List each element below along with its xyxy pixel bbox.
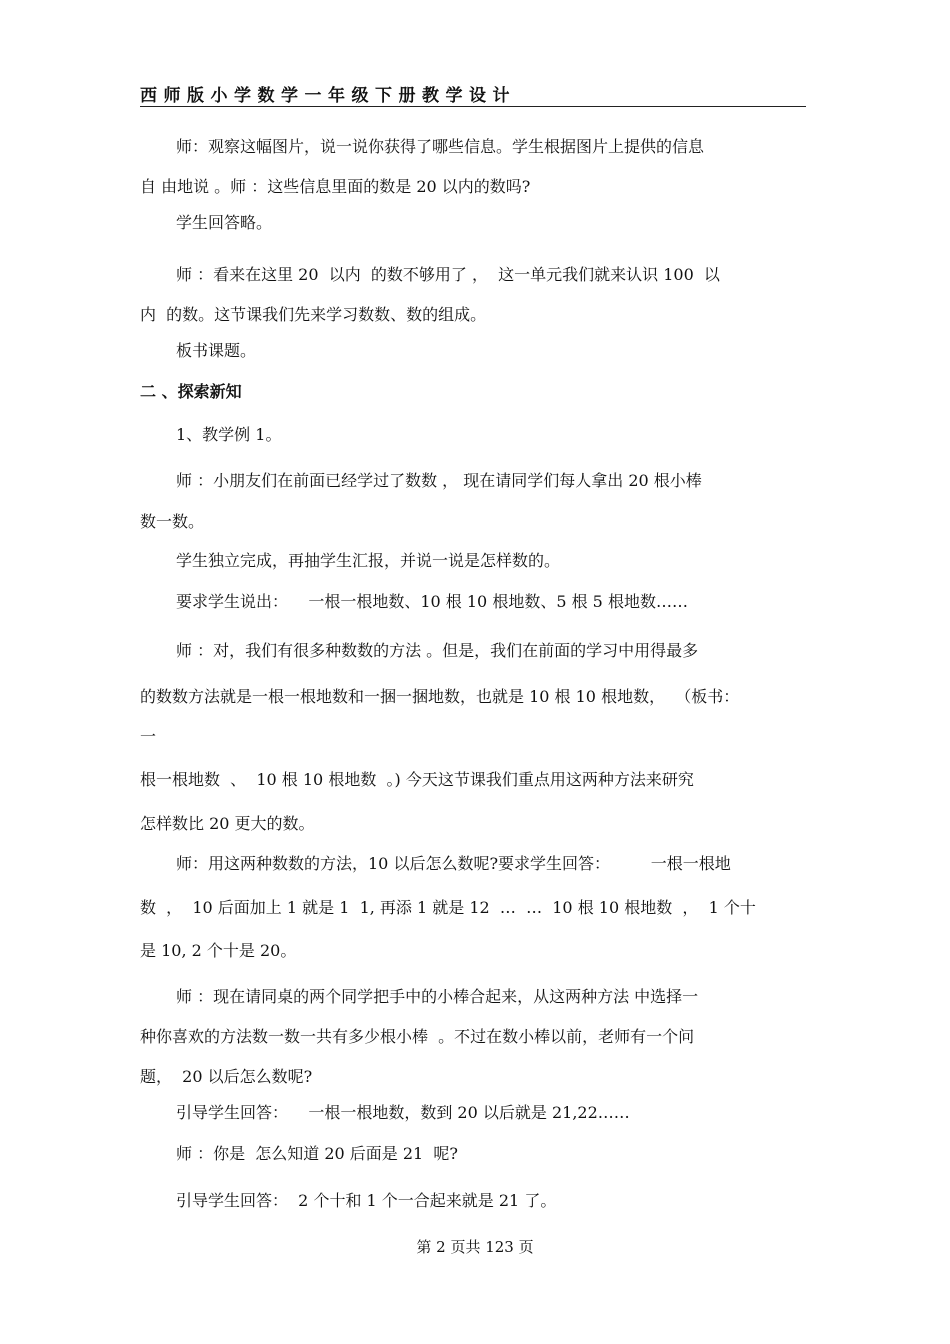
paragraph-line: 根一根地数 、 10 根 10 根地数 。) 今天这节课我们重点用这两种方法来研究 bbox=[140, 770, 694, 789]
page-number: 第 2 页共 123 页 bbox=[416, 1238, 534, 1256]
paragraph-line: 自 由地说 。师 ：这些信息里面的数是 20 以内的数吗? bbox=[140, 177, 531, 196]
paragraph-line: 题， 20 以后怎么数呢? bbox=[140, 1067, 313, 1086]
paragraph-line: 内 的数。这节课我们先来学习数数、数的组成。 bbox=[140, 305, 487, 324]
paragraph-line: 师 ：你是 怎么知道 20 后面是 21 呢? bbox=[176, 1144, 458, 1163]
paragraph-line: 师 ：对，我们有很多种数数的方法 。但是，我们在前面的学习中用得最多 bbox=[176, 641, 699, 660]
paragraph-line: 数 ， 10 后面加上 1 就是 1 1, 再添 1 就是 12 … … 10 根 10 根地数 ， 1 个十 bbox=[140, 898, 756, 917]
paragraph-line: 要求学生说出： 一根一根地数、10 根 10 根地数、5 根 5 根地数…… bbox=[176, 592, 688, 611]
paragraph-line: 的数数方法就是一根一根地数和一捆一捆地数，也就是 10 根 10 根地数， （板书： bbox=[140, 687, 740, 706]
paragraph-line: 师 ：小朋友们在前面已经学过了数数 ， 现在请同学们每人拿出 20 根小棒 bbox=[176, 471, 702, 490]
paragraph-line: 1、教学例 1。 bbox=[176, 425, 282, 444]
paragraph-line: 师 ：现在请同桌的两个同学把手中的小棒合起来，从这两种方法 中选择一 bbox=[176, 987, 699, 1006]
paragraph-line: 学生回答略。 bbox=[176, 213, 273, 232]
paragraph-line: 引导学生回答： 2 个十和 1 个一合起来就是 21 了。 bbox=[176, 1191, 557, 1210]
header-title: 西师版小学数学一年级下册教学设计 bbox=[140, 86, 516, 106]
paragraph-line: 一 bbox=[140, 727, 157, 746]
paragraph-line: 是 10, 2 个十是 20。 bbox=[140, 941, 297, 960]
paragraph-line: 师：观察这幅图片，说一说你获得了哪些信息。学生根据图片上提供的信息 bbox=[176, 137, 705, 156]
paragraph-line: 怎样数比 20 更大的数。 bbox=[140, 814, 315, 833]
section-heading: 二 、探索新知 bbox=[140, 382, 242, 401]
paragraph-line: 板书课题。 bbox=[176, 341, 257, 360]
paragraph-line: 数一数。 bbox=[140, 512, 205, 531]
paragraph-line: 师：用这两种数数的方法，10 以后怎么数呢?要求学生回答： 一根一根地 bbox=[176, 854, 731, 873]
paragraph-line: 师 ：看来在这里 20 以内 的数不够用了 ， 这一单元我们就来认识 100 以 bbox=[176, 265, 720, 284]
paragraph-line: 学生独立完成，再抽学生汇报，并说一说是怎样数的。 bbox=[176, 551, 561, 570]
paragraph-line: 种你喜欢的方法数一数一共有多少根小棒 。不过在数小棒以前，老师有一个问 bbox=[140, 1027, 695, 1046]
document-header bbox=[140, 86, 806, 107]
paragraph-line: 引导学生回答： 一根一根地数，数到 20 以后就是 21,22…… bbox=[176, 1103, 630, 1122]
